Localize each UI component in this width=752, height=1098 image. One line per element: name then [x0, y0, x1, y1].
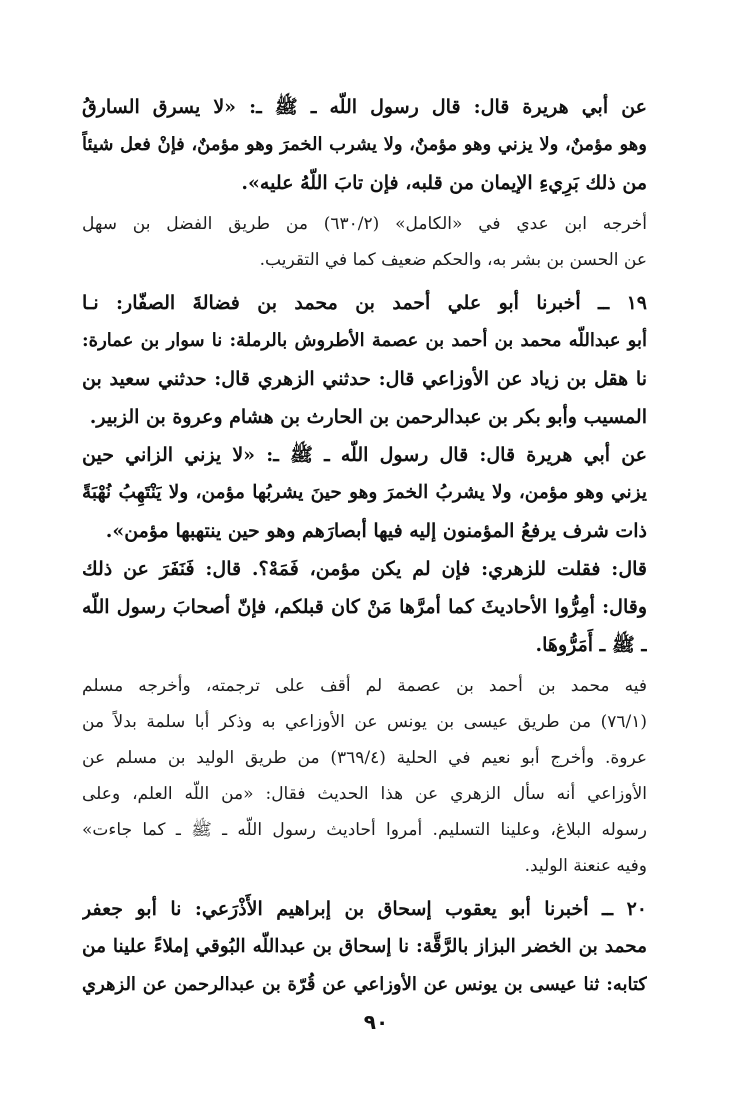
text-line: نا هقل بن زياد عن الأوزاعي قال: حدثني الزهري قال: حدثني سعيد بن	[82, 368, 647, 390]
text-line: المسيب وأبو بكر بن عبدالرحمن بن الحارث بن هشام وعروة بن الزبير.	[89, 406, 647, 428]
text-line: (٧٦/١) من طريق عيسى بن يونس عن الأوزاعي به وذكر أبا سلمة بدلاً من	[82, 712, 647, 732]
hadith-20-isnad	[82, 890, 647, 1004]
hadith-19-zuhri-comment	[82, 550, 647, 664]
text-line: أبو عبداللّه محمد بن أحمد بن عصمة الأطروش بالرملة: نا سوار بن عمارة:	[82, 330, 647, 351]
text-line: وفيه عنعنة الوليد.	[524, 856, 647, 876]
hadith-18-text	[82, 88, 647, 202]
text-line: قال: فقلت للزهري: فإن لم يكن مؤمن، فَمَهْ؟. قال: فَنَفَرَ عن ذلك	[82, 558, 647, 580]
text-line: يزني وهو مؤمن، ولا يشربُ الخمرَ وهو حينَ يشربُها مؤمن، ولا يَنْتَهِبُ نُهْبَةً	[82, 482, 647, 503]
text-line: من ذلك بَرِيءِ الإيمان من قلبه، فإن تابَ اللّهُ عليه».	[241, 172, 647, 194]
text-line: كتابه: ثنا عيسى بن يونس عن الأوزاعي عن قُرّة بن عبدالرحمن عن الزهري	[82, 974, 647, 995]
text-line: وقال: أمِرُّوا الأحاديثَ كما أمرَّها مَنْ كان قبلكم، فإنّ أصحابَ رسول اللّه	[82, 596, 647, 618]
hadith-19-text	[82, 436, 647, 550]
text-line: فيه محمد بن أحمد بن عصمة لم أقف على ترجمته، وأخرجه مسلم	[82, 676, 647, 696]
hadith-19-takhrij	[82, 668, 647, 884]
text-line: ١٩ ــ أخبرنا أبو علي أحمد بن محمد بن فضالةَ الصفّار: نـا	[82, 292, 647, 314]
text-line: رسوله البلاغ، وعلينا التسليم. أمروا أحاديث رسول اللّه ـ ﷺ ـ كما جاءت»	[82, 820, 647, 840]
page-body	[82, 88, 647, 1004]
text-line: عن الحسن بن بشر به، والحكم ضعيف كما في التقريب.	[259, 250, 647, 270]
text-line: محمد بن الخضر البزاز بالرَّقَّة: نا إسحاق بن عبداللّه البُوقي إملاءً علينا من	[82, 936, 647, 957]
text-line: عن أبي هريرة قال: قال رسول اللّه ـ ﷺ ـ: «لا يسرق السارقُ	[82, 96, 647, 118]
hadith-18-takhrij	[82, 206, 647, 278]
text-line: وهو مؤمنٌ، ولا يزني وهو مؤمنٌ، ولا يشرب الخمرَ وهو مؤمنٌ، فإنْ فعل شيئاً	[82, 134, 647, 155]
text-line: عن أبي هريرة قال: قال رسول اللّه ـ ﷺ ـ: «لا يزني الزاني حين	[82, 444, 647, 466]
text-line: ذات شرف يرفعُ المؤمنون إليه فيها أبصارَهم وهو حين ينتهبها مؤمن».	[105, 520, 647, 542]
text-line: أخرجه ابن عدي في «الكامل» (٦٣٠/٢) من طريق الفضل بن سهل	[82, 214, 647, 234]
page-number: ٩٠	[363, 1010, 389, 1034]
text-line: الأوزاعي أنه سأل الزهري عن هذا الحديث فقال: «من اللّه العلم، وعلى	[82, 784, 647, 804]
text-line: عروة. وأخرج أبو نعيم في الحلية (٣٦٩/٤) من طريق الوليد بن مسلم عن	[82, 748, 647, 768]
text-line: ـ ﷺ ـ أَمَرُّوهَا.	[535, 634, 647, 656]
text-line: ٢٠ ــ أخبرنا أبو يعقوب إسحاق بن إبراهيم الأَذْرَعي: نا أبو جعفر	[82, 898, 647, 920]
hadith-19-isnad	[82, 284, 647, 436]
